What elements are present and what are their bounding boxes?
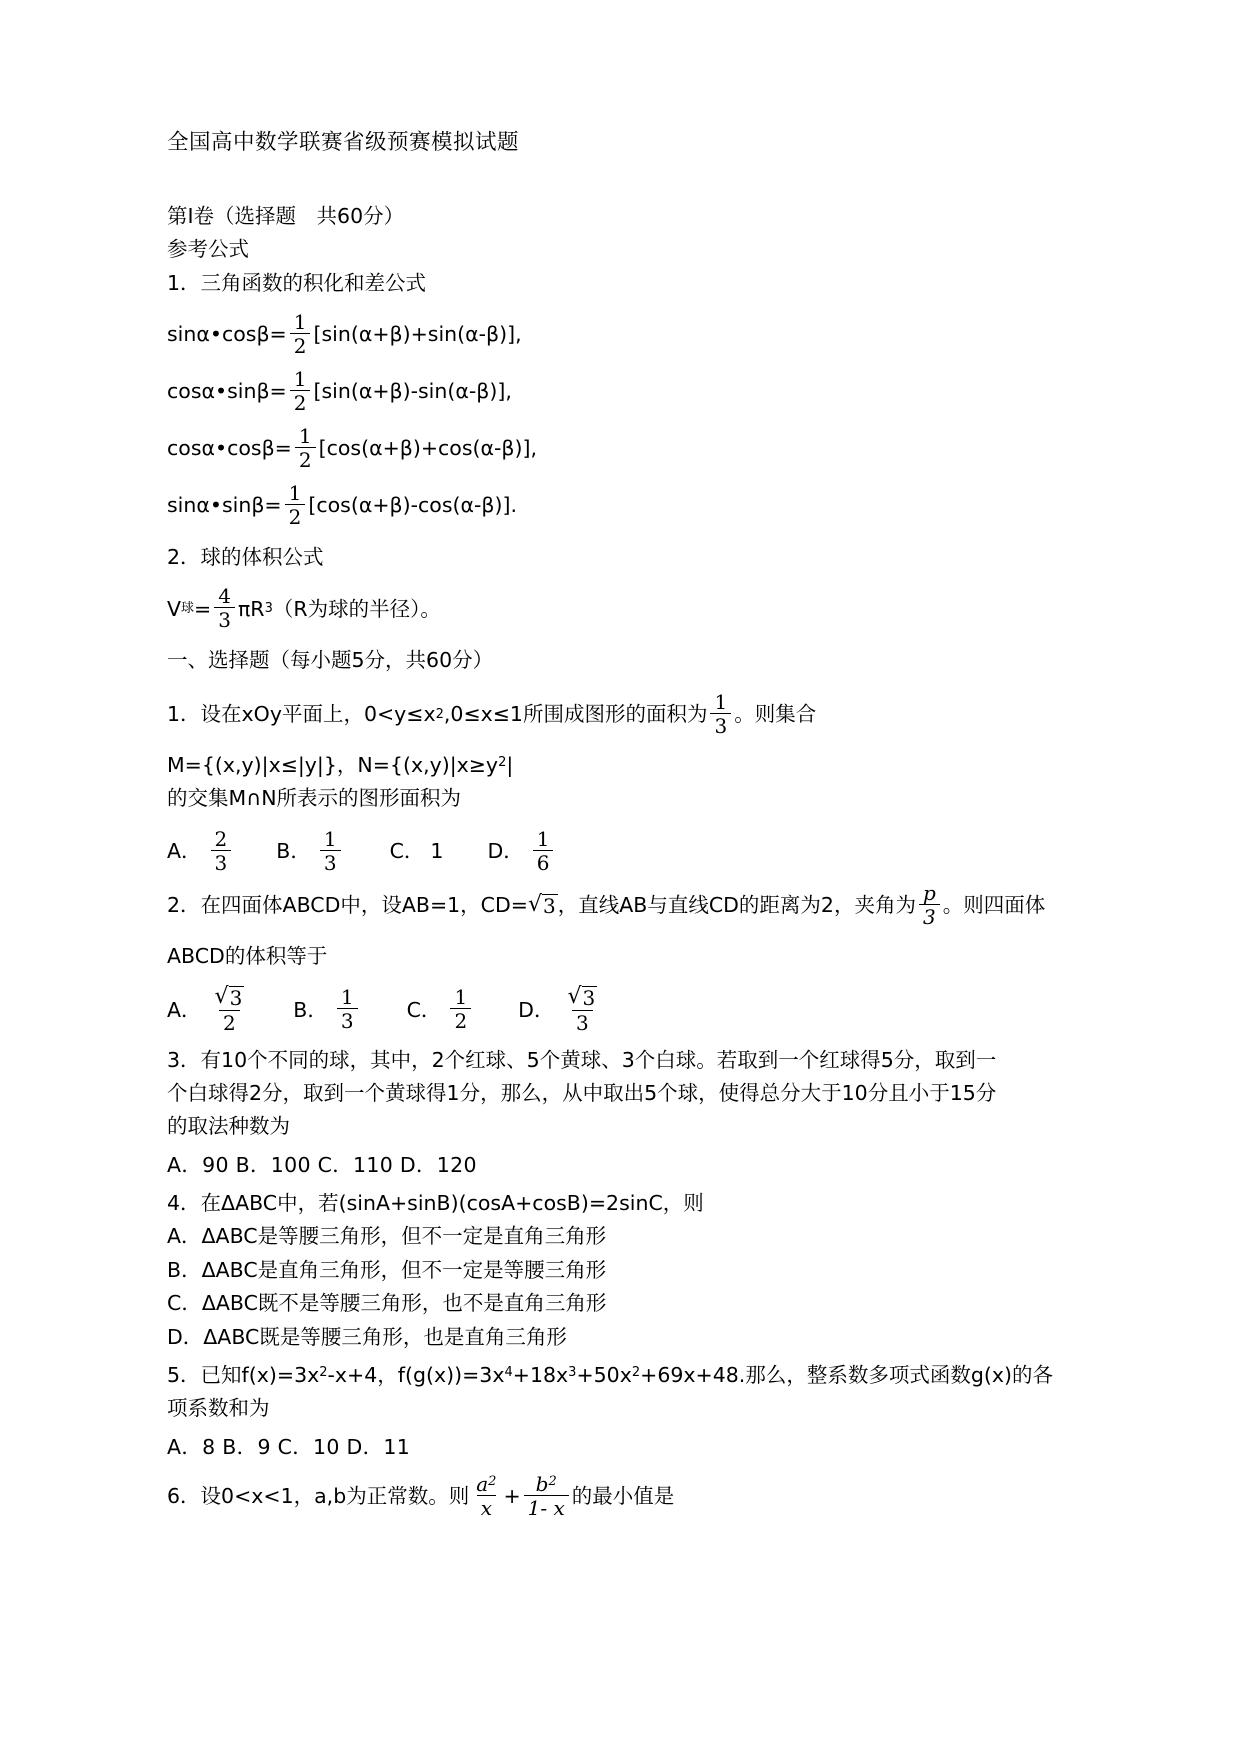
formula-3-denominator: 2	[295, 447, 316, 470]
sphere-volume-equals: =	[194, 596, 212, 621]
question-4-line-1	[167, 1187, 1061, 1220]
radical-sign-icon: √	[214, 983, 229, 1009]
choice-section-heading: 一、选择题（每小题5分，共60分）	[167, 647, 494, 672]
question-6-num-2-base: b	[535, 1471, 549, 1496]
radical-sign-icon: √	[527, 892, 542, 918]
question-5-line-1	[167, 1359, 1061, 1392]
question-2-sqrt-radicand: 3	[543, 894, 556, 919]
question-2-option-b-numerator: 1	[340, 985, 354, 1010]
question-3-line-3: 的取法种数为	[167, 1114, 290, 1139]
question-2-option-c-fraction	[450, 985, 471, 1034]
question-5-sup-1: 2	[319, 1364, 328, 1380]
formula-2-numerator: 1	[293, 366, 307, 391]
question-2-fraction	[919, 880, 940, 929]
section-header: 第Ⅰ卷（选择题 共60分）	[167, 204, 405, 229]
formula-product-to-sum-1	[167, 309, 1061, 358]
formula-4-rhs: [cos(α+β)-cos(α-β)].	[308, 493, 517, 518]
question-1-line-1	[167, 690, 1061, 739]
question-2-option-a-fraction	[211, 983, 249, 1035]
formula-2-lhs: cosα•sinβ=	[167, 379, 287, 404]
question-3-options[interactable]: A．90 B．100 C．110 D．120	[167, 1153, 477, 1178]
question-1-text-b: 。则集合	[734, 702, 817, 727]
question-2-number: 2．	[167, 892, 201, 917]
question-2-option-c[interactable]	[406, 985, 475, 1034]
question-1-text-a: 设在xOy平面上，0<y≤x	[200, 702, 436, 727]
question-1-option-b-label: B．	[276, 839, 311, 864]
question-2-option-b-denominator: 3	[337, 1008, 358, 1031]
formula-2-denominator: 2	[290, 390, 311, 413]
question-1-option-a-fraction	[211, 826, 232, 875]
question-5-sup-3: 3	[568, 1364, 577, 1380]
question-4-option-d[interactable]: D．ΔABC既是等腰三角形，也是直角三角形	[167, 1324, 567, 1349]
question-2-option-c-label: C．	[406, 997, 442, 1022]
formula-3-fraction	[295, 423, 316, 472]
formula-2-rhs: [sin(α+β)-sin(α-β)],	[313, 379, 512, 404]
question-1-set-definition: M={(x,y)|x≤|y|}，N={(x,y)|x≥y	[167, 753, 499, 778]
question-3-number: 3．	[167, 1047, 201, 1072]
question-4-option-b[interactable]: B．ΔABC是直角三角形，但不一定是等腰三角形	[167, 1257, 607, 1282]
question-2-text-b: ，直线AB与直线CD的距离为2，夹角为	[557, 892, 916, 917]
formula-group-2-title: 2．球的体积公式	[167, 544, 324, 569]
question-3	[167, 1044, 1061, 1183]
question-1-option-b[interactable]	[276, 826, 343, 875]
question-1-fraction	[710, 690, 731, 739]
question-5-number: 5．	[167, 1362, 201, 1387]
question-6-numerator-1	[472, 1471, 500, 1496]
question-6-number: 6．	[167, 1483, 201, 1508]
question-2-options	[167, 983, 1061, 1035]
formula-1-denominator: 2	[290, 333, 311, 356]
question-2-option-d-label: D．	[518, 997, 555, 1022]
question-2-option-a[interactable]	[167, 983, 251, 1035]
formula-2-fraction	[290, 366, 311, 415]
question-6-denominator-1: x	[477, 1495, 496, 1518]
question-1-option-c-value: 1	[430, 839, 444, 864]
question-1-numerator: 1	[714, 690, 728, 715]
question-5-options[interactable]: A．8 B．9 C．10 D．11	[167, 1434, 411, 1459]
question-1-option-d-numerator: 1	[536, 826, 550, 851]
sphere-volume-numerator: 4	[218, 583, 231, 608]
sphere-volume-lhs: V	[167, 596, 182, 621]
question-5-text-c: +18x	[512, 1362, 569, 1387]
question-2-denominator: 3	[919, 904, 940, 927]
formula-3-numerator: 1	[298, 423, 312, 448]
question-5-text-b: -x+4，f(g(x))=3x	[327, 1362, 505, 1387]
formula-3-lhs: cosα•cosβ=	[167, 436, 292, 461]
question-5-sup-4: 2	[631, 1364, 641, 1380]
formula-product-to-sum-2	[167, 366, 1061, 415]
question-2-text-c: 。则四面体	[942, 892, 1046, 917]
formula-1-fraction	[290, 309, 311, 358]
question-5-text-a: 已知f(x)=3x	[200, 1362, 320, 1387]
question-1-number: 1．	[167, 702, 201, 727]
question-2-sqrt	[528, 894, 558, 917]
question-1	[167, 690, 1061, 875]
formula-sphere-volume	[167, 583, 1061, 632]
question-1-option-b-fraction	[320, 826, 341, 875]
question-2-option-d-radicand: 3	[582, 985, 596, 1010]
question-4	[167, 1187, 1061, 1355]
question-2-line-1	[167, 880, 1061, 929]
question-2-option-b-fraction	[337, 985, 358, 1034]
question-2-option-d-denominator: 3	[572, 1010, 593, 1033]
question-2-option-d[interactable]	[518, 983, 604, 1035]
question-4-number: 4．	[167, 1190, 201, 1215]
question-2-option-d-fraction	[563, 983, 601, 1035]
question-1-option-a[interactable]	[167, 826, 234, 875]
question-1-option-a-numerator: 2	[214, 826, 228, 851]
question-6-num-2-sup: 2	[548, 1473, 557, 1489]
formula-group-1-title: 1．三角函数的积化和差公式	[167, 270, 427, 295]
question-4-text-1: 在ΔABC中，若(sinA+sinB)(cosA+cosB)=2sinC，则	[200, 1190, 704, 1215]
question-2-option-b[interactable]	[293, 985, 360, 1034]
question-2-numerator: p	[922, 880, 936, 905]
question-3-text-1: 有10个不同的球，其中，2个红球、5个黄球、3个白球。若取到一个红球得5分，取到一	[200, 1047, 997, 1072]
question-2-option-a-label: A．	[167, 997, 202, 1022]
question-2	[167, 880, 1061, 1035]
question-6-fraction-1	[472, 1471, 500, 1520]
formula-product-to-sum-3	[167, 423, 1061, 472]
question-1-option-c-label: C．	[389, 839, 425, 864]
question-6-text-b: 的最小值是	[571, 1483, 675, 1508]
question-6-line-1	[167, 1471, 1061, 1520]
formula-4-numerator: 1	[288, 480, 302, 505]
formula-1-numerator: 1	[293, 309, 307, 334]
question-1-denominator: 3	[710, 713, 731, 736]
question-2-line-2: ABCD的体积等于	[167, 943, 328, 968]
question-2-option-d-sqrt	[567, 983, 597, 1010]
sphere-volume-subscript: 球	[181, 601, 195, 617]
question-1-set-sup: 2	[498, 755, 507, 771]
sphere-volume-fraction	[214, 583, 235, 632]
formula-1-rhs: [sin(α+β)+sin(α-β)],	[313, 322, 522, 347]
question-2-option-d-numerator	[563, 983, 601, 1010]
question-2-option-c-denominator: 2	[450, 1008, 471, 1031]
sphere-volume-rhs: πR	[237, 596, 265, 621]
question-1-option-d[interactable]	[487, 826, 556, 875]
question-1-option-d-fraction	[533, 826, 554, 875]
question-2-option-b-label: B．	[293, 997, 328, 1022]
formula-product-to-sum-4	[167, 480, 1061, 529]
question-1-option-d-label: D．	[487, 839, 524, 864]
question-3-line-1	[167, 1044, 1061, 1077]
question-1-options	[167, 826, 1061, 875]
question-2-option-a-radicand: 3	[229, 985, 243, 1010]
question-6-plus: +	[503, 1483, 521, 1508]
question-1-option-a-label: A．	[167, 839, 202, 864]
question-1-line-3: 的交集M∩N所表示的图形面积为	[167, 786, 462, 811]
question-5-text-d: +50x	[576, 1362, 632, 1387]
formula-4-lhs: sinα•sinβ=	[167, 493, 282, 518]
sphere-volume-denominator: 3	[214, 607, 235, 630]
question-5-text-e: +69x+48.那么，整系数多项式函数g(x)的各	[640, 1362, 1053, 1387]
reference-formulas-heading: 参考公式	[167, 237, 249, 262]
question-2-option-c-numerator: 1	[454, 985, 468, 1010]
page-title: 全国高中数学联赛省级预赛模拟试题	[167, 130, 520, 155]
question-4-option-a[interactable]: A．ΔABC是等腰三角形，但不一定是直角三角形	[167, 1224, 607, 1249]
sphere-volume-note: （R为球的半径）。	[272, 596, 441, 621]
question-6-numerator-2	[532, 1471, 561, 1496]
question-5	[167, 1359, 1061, 1465]
question-1-option-c[interactable]	[390, 841, 444, 862]
question-6-num-1-base: a	[476, 1471, 489, 1496]
question-1-text-a2: ,0≤x≤1所围成图形的面积为	[443, 702, 708, 727]
question-1-set-tail: |	[506, 753, 514, 778]
question-1-option-d-denominator: 6	[533, 850, 554, 873]
question-5-sup-2: 4	[504, 1364, 513, 1380]
question-1-option-a-denominator: 3	[211, 850, 232, 873]
question-6	[167, 1471, 1061, 1520]
question-6-denominator-2: 1- x	[524, 1495, 569, 1518]
question-1-option-b-denominator: 3	[320, 850, 341, 873]
question-2-option-a-sqrt	[214, 983, 245, 1010]
question-1-sup-a: 2	[435, 707, 444, 723]
formula-3-rhs: [cos(α+β)+cos(α-β)],	[318, 436, 538, 461]
question-6-num-1-sup: 2	[488, 1473, 497, 1489]
question-6-fraction-2	[524, 1471, 569, 1520]
question-2-text-a: 在四面体ABCD中，设AB=1，CD=	[200, 892, 528, 917]
question-2-option-a-denominator: 2	[219, 1010, 240, 1033]
sphere-volume-exponent: 3	[264, 601, 273, 617]
formula-1-lhs: sinα•cosβ=	[167, 322, 287, 347]
question-1-option-b-numerator: 1	[323, 826, 337, 851]
formula-4-fraction	[285, 480, 306, 529]
question-3-line-2: 个白球得2分，取到一个黄球得1分，那么，从中取出5个球，使得总分大于10分且小于15分	[167, 1080, 997, 1105]
radical-sign-icon: √	[567, 983, 582, 1009]
question-4-option-c[interactable]: C．ΔABC既不是等腰三角形，也不是直角三角形	[167, 1291, 607, 1316]
formula-4-denominator: 2	[285, 504, 306, 527]
question-5-line-2: 项系数和为	[167, 1395, 270, 1420]
question-1-line-2	[167, 749, 1061, 782]
question-2-option-a-numerator	[211, 983, 249, 1010]
question-6-text-a: 设0<x<1，a,b为正常数。则	[200, 1483, 470, 1508]
